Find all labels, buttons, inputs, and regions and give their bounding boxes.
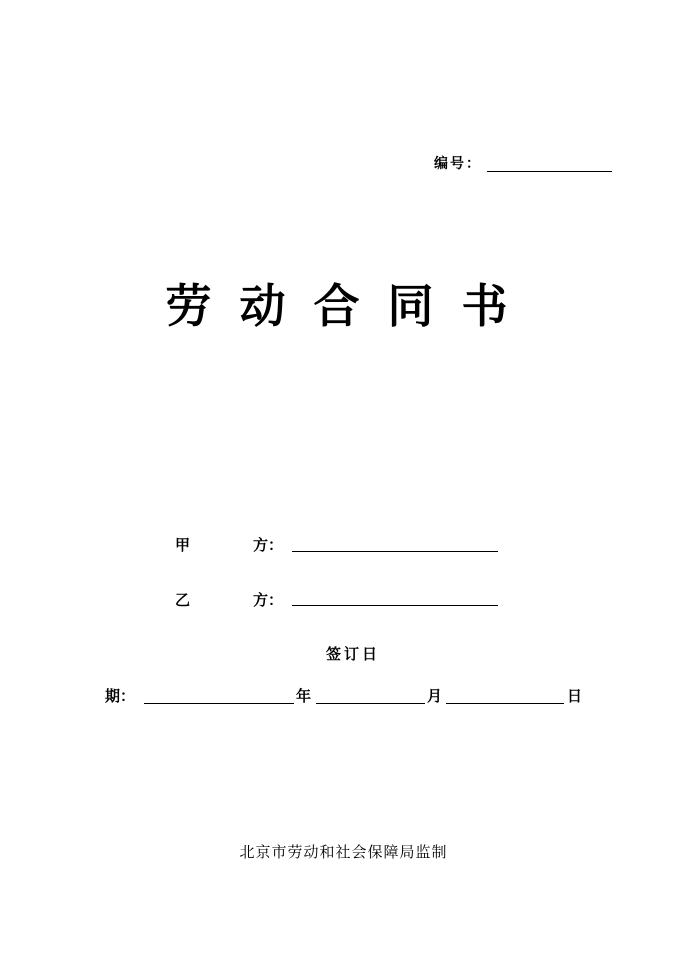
party-a-field[interactable] <box>292 551 498 552</box>
month-label: 月 <box>427 687 443 705</box>
signing-month-field[interactable] <box>316 703 425 704</box>
serial-number-field[interactable] <box>487 171 612 172</box>
serial-number-label: 编号： <box>434 156 482 172</box>
party-a-label: 甲 <box>175 536 191 554</box>
party-b-label: 乙 <box>175 591 191 609</box>
party-b-field[interactable] <box>292 605 498 606</box>
signing-date-label: 签订日 <box>326 645 381 663</box>
signing-year-field[interactable] <box>144 703 294 704</box>
document-title: 劳动合同书 <box>165 279 536 333</box>
signing-day-field[interactable] <box>446 703 564 704</box>
party-b-fang-label: 方： <box>253 591 284 609</box>
signing-date-prefix: 期： <box>105 687 136 705</box>
issuer-text: 北京市劳动和社会保障局监制 <box>239 843 448 861</box>
party-a-fang-label: 方： <box>253 536 284 554</box>
day-label: 日 <box>567 687 583 705</box>
year-label: 年 <box>296 687 312 705</box>
